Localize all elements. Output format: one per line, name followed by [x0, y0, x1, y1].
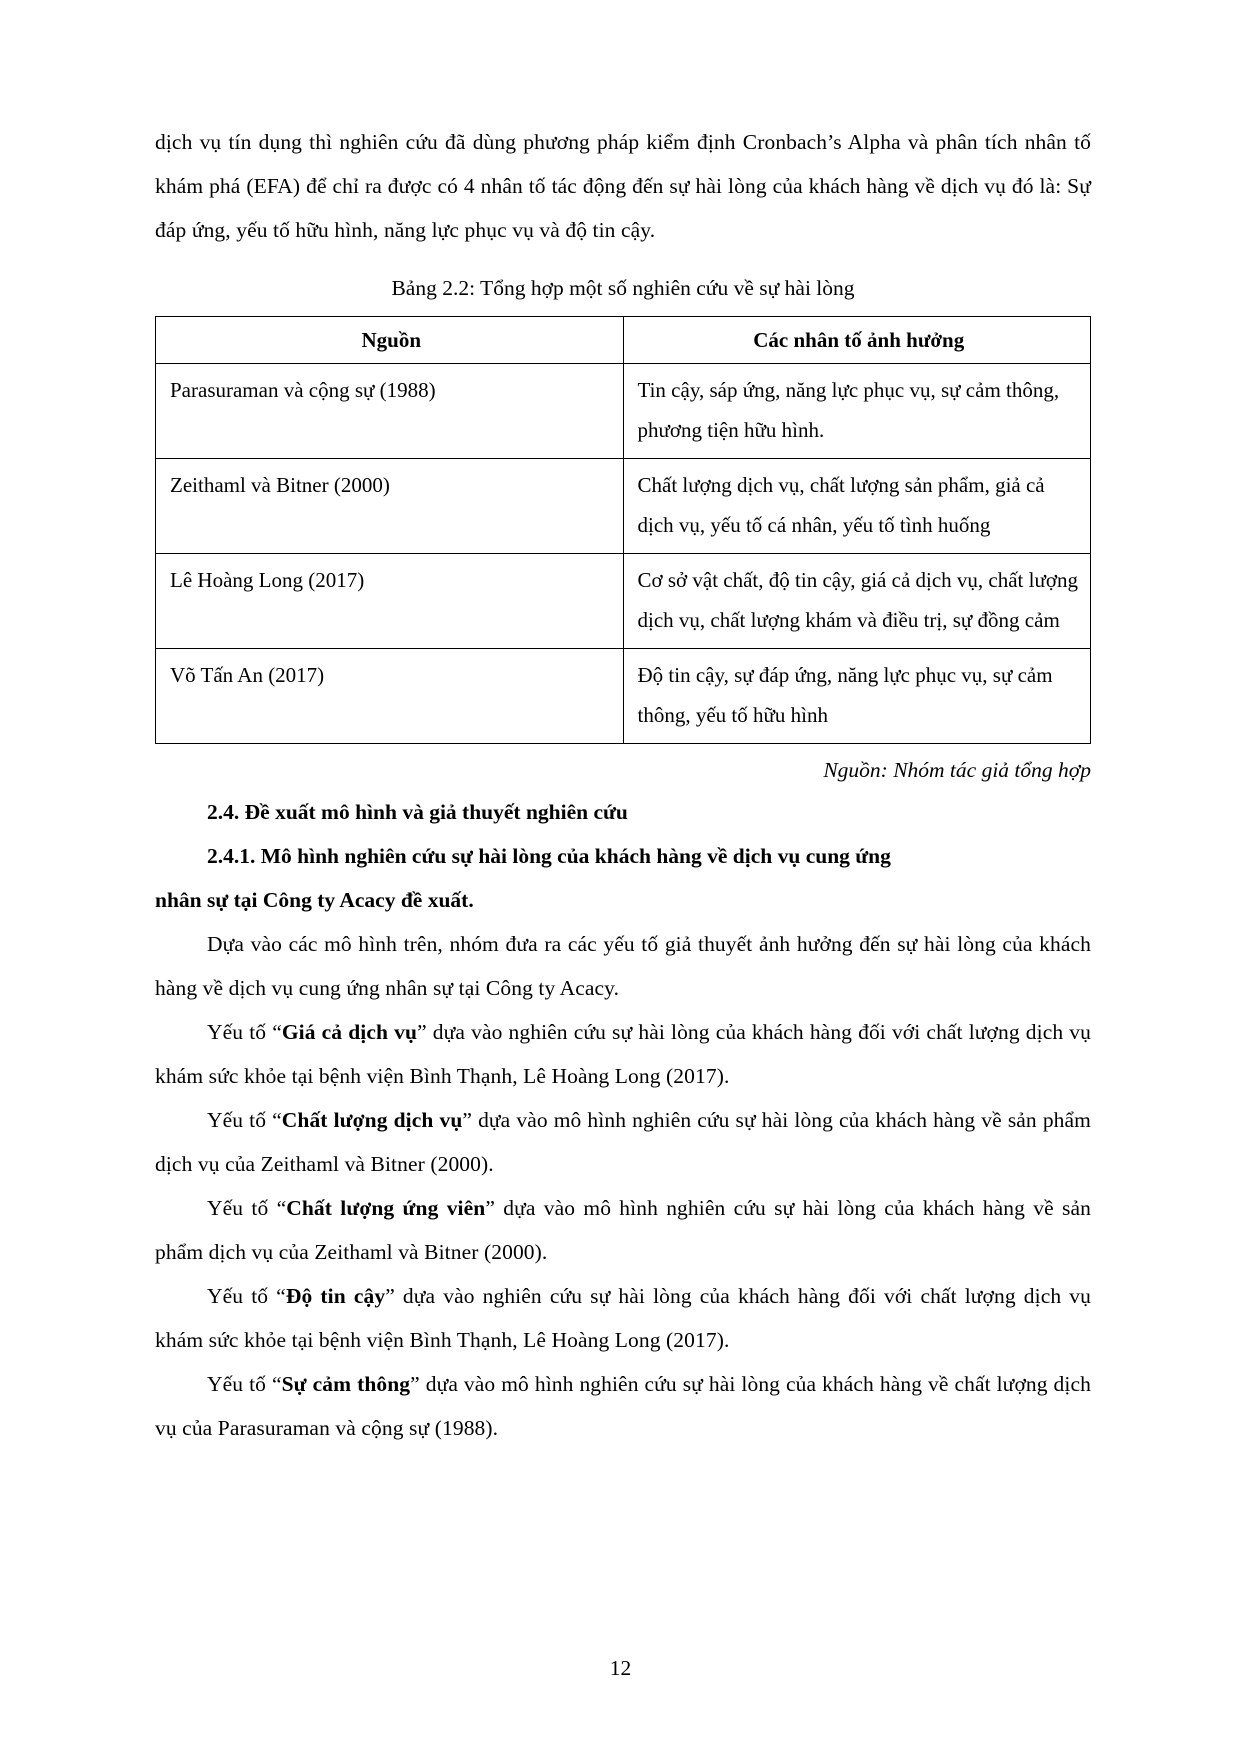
factor-paragraph-service-quality	[155, 1098, 1091, 1186]
table-header-factors: Các nhân tố ảnh hưởng	[623, 317, 1091, 364]
table-row	[156, 459, 1091, 554]
table-cell-source: Zeithaml và Bitner (2000)	[156, 459, 624, 554]
factor-name: Độ tin cậy	[285, 1284, 386, 1308]
factor-paragraph-candidate-quality	[155, 1186, 1091, 1274]
factor-name: Giá cả dịch vụ	[281, 1020, 418, 1044]
factor-suffix: ” dựa vào mô hình nghiên cứu sự hài lòng của khách hàng về chất lượng dịch vụ của Parasuraman và cộng sự (1988).	[155, 1372, 1091, 1440]
table-row	[156, 649, 1091, 744]
table-cell-factors: Chất lượng dịch vụ, chất lượng sản phẩm, giả cả dịch vụ, yếu tố cá nhân, yếu tố tình huống	[623, 459, 1091, 554]
factor-suffix: ” dựa vào mô hình nghiên cứu sự hài lòng của khách hàng về sản phẩm dịch vụ của Zeithaml và Bitner (2000).	[155, 1196, 1091, 1264]
page-number: 12	[609, 1656, 632, 1680]
table-header-source: Nguồn	[156, 317, 624, 364]
table-cell-source: Lê Hoàng Long (2017)	[156, 554, 624, 649]
table-row	[156, 364, 1091, 459]
factor-paragraph-price	[155, 1010, 1091, 1098]
table-caption: Bảng 2.2: Tổng hợp một số nghiên cứu về sự hài lòng	[391, 276, 855, 300]
table-source-note: Nguồn: Nhóm tác giả tổng hợp	[823, 758, 1091, 782]
table-cell-factors: Độ tin cậy, sự đáp ứng, năng lực phục vụ, sự cảm thông, yếu tố hữu hình	[623, 649, 1091, 744]
subsection-heading-line2: nhân sự tại Công ty Acacy đề xuất.	[155, 888, 474, 912]
table-cell-factors: Cơ sở vật chất, độ tin cậy, giá cả dịch vụ, chất lượng dịch vụ, chất lượng khám và điều trị, sự đồng cảm	[623, 554, 1091, 649]
factor-prefix: Yếu tố “	[207, 1108, 282, 1132]
factor-name: Chất lượng dịch vụ	[281, 1108, 463, 1132]
table-cell-source: Võ Tấn An (2017)	[156, 649, 624, 744]
factor-prefix: Yếu tố “	[207, 1196, 287, 1220]
factor-name: Chất lượng ứng viên	[286, 1196, 486, 1220]
factor-suffix: ” dựa vào nghiên cứu sự hài lòng của khách hàng đối với chất lượng dịch vụ khám sức khỏe tại bệnh viện Bình Thạnh, Lê Hoàng Long (2017).	[155, 1284, 1091, 1352]
factor-prefix: Yếu tố “	[207, 1284, 286, 1308]
factor-paragraph-reliability	[155, 1274, 1091, 1362]
intro-paragraph: dịch vụ tín dụng thì nghiên cứu đã dùng phương pháp kiểm định Cronbach’s Alpha và phân tích nhân tố khám phá (EFA) để chỉ ra được có 4 nhân tố tác động đến sự hài lòng của khách hàng về dịch vụ đó là: Sự đáp ứng, yếu tố hữu hình, năng lực phục vụ và độ tin cậy.	[155, 130, 1091, 242]
factor-suffix: ” dựa vào mô hình nghiên cứu sự hài lòng của khách hàng về sản phẩm dịch vụ của Zeithaml và Bitner (2000).	[155, 1108, 1091, 1176]
body-paragraph: Dựa vào các mô hình trên, nhóm đưa ra các yếu tố giả thuyết ảnh hưởng đến sự hài lòng của khách hàng về dịch vụ cung ứng nhân sự tại Công ty Acacy.	[155, 932, 1091, 1000]
section-heading: 2.4. Đề xuất mô hình và giả thuyết nghiên cứu	[207, 800, 628, 824]
factor-prefix: Yếu tố “	[207, 1372, 282, 1396]
research-summary-table	[155, 316, 1091, 744]
table-header-row	[156, 317, 1091, 364]
table-row	[156, 554, 1091, 649]
subsection-heading-line1: 2.4.1. Mô hình nghiên cứu sự hài lòng của khách hàng về dịch vụ cung ứng	[207, 844, 891, 868]
table-cell-factors: Tin cậy, sáp ứng, năng lực phục vụ, sự cảm thông, phương tiện hữu hình.	[623, 364, 1091, 459]
factor-suffix: ” dựa vào nghiên cứu sự hài lòng của khách hàng đối với chất lượng dịch vụ khám sức khỏe tại bệnh viện Bình Thạnh, Lê Hoàng Long (2017).	[155, 1020, 1091, 1088]
table-cell-source: Parasuraman và cộng sự (1988)	[156, 364, 624, 459]
factor-prefix: Yếu tố “	[207, 1020, 282, 1044]
factor-paragraph-empathy	[155, 1362, 1091, 1450]
factor-name: Sự cảm thông	[281, 1372, 411, 1396]
